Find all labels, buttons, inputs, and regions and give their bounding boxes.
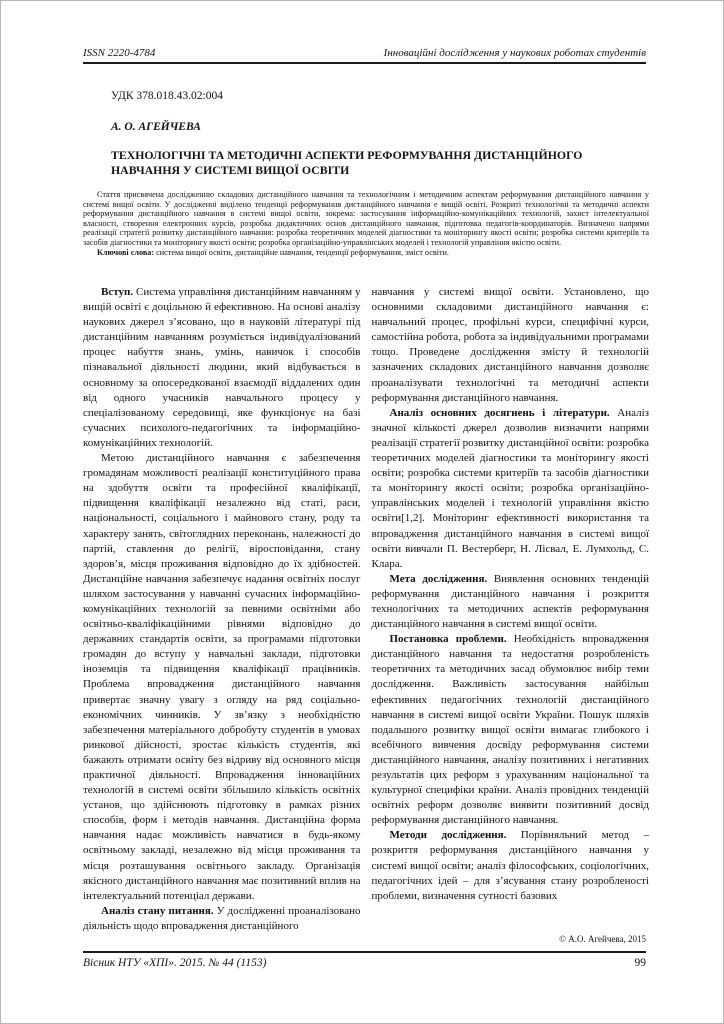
issn-label: ISSN 2220-4784 [83,47,156,59]
body-paragraph: Аналіз основних досягнень і літератури. Аналіз значної кількості джерел дозволив визначити напрями реалізації стратегії розвитку дистанційної освіти: розробка теоретичних моделей діагностики та моніторингу якості освіти; розробка системи критеріїв та засобів діагностики та моніторингу якості освіти; розробка організаційно-управлінських моделей і технологій управління якістю освіти[1,2]. Моніторинг ефективності використання та впровадження дистанційного навчання в системі вищої освіти вивчали П. Вестерберг, Н. Лісвал, Е. Лумхольд, С. Клара. [371,406,649,570]
body-paragraph: Мета дослідження. Виявлення основних тенденцій реформування дистанційного навчання і розкриття технологічних та методичних аспектів реформування дистанційного навчання в системі вищої освіти. [371,572,649,631]
page-header [83,47,646,64]
keywords-line [83,248,649,258]
keywords-text: система вищої освіти, дистанційне навчання, тенденції реформування, зміст освіти. [154,247,449,257]
body-paragraph: Аналіз стану питання. У дослідженні проаналізовано діяльність щодо впровадження дистанційного [83,904,361,932]
article-title: ТЕХНОЛОГІЧНІ ТА МЕТОДИЧНІ АСПЕКТИ РЕФОРМУВАННЯ ДИСТАНЦІЙНОГО НАВЧАННЯ У СИСТЕМІ ВИЩОЇ ОСВІТИ [111,148,583,177]
abstract-block [83,190,649,257]
page-number: 99 [634,957,646,969]
paragraph-lead: Методи дослідження. [389,829,521,842]
keywords-label: Ключові слова: [97,247,155,257]
body-paragraph: Постановка проблеми. Необхідність впровадження дистанційного навчання та недостатня розробленість теоретичних та методичних засад обумовлює вибір теми дослідження. Важливість застосування найбільш ефективних педагогічних технологій дистанційного навчання в системі вищої освіти України. Пошук шляхів подальшого розвитку вищої освіти вимагає глибокого і всебічного вивчення досвіду реформування системи дистанційного навчання, аналізу позитивних і негативних результатів цих реформ з урахуванням національної та культурної специфіки країни. Аналіз провідних тенденцій освітніх реформ дозволяє виявити позитивний досвід реформування дистанційного навчання. [371,633,649,827]
paragraph-lead: Вступ. [101,286,137,298]
journal-name: Інноваційні дослідження у наукових роботах студентів [383,47,646,59]
body-paragraph: Метою дистанційного навчання є забезпечення громадянам можливості реалізації конституційного права на здобуття освіти та професійної кваліфікації, підвищення кваліфікації незалежно від статі, раси, національності, соціального і майнового стану, роду та характеру занять, світоглядних переконань, належності до партій, ставлення до релігії, віросповідання, стану здоров’я, місця проживання відповідно до їх здібностей. Дистанційне навчання забезпечує надання освітніх послуг шляхом застосування у навчанні сучасних інформаційно-комунікаційних технологій за певними освітніми або освітньо-кваліфікаційними рівнями відповідно до державних стандартів освіти, за програмами підготовки громадян до вступу у навчальні заклади, підготовки іноземців та підвищення кваліфікації працівників. Проблема впровадження дистанційного навчання привертає значну увагу з огляду на ряд соціально-економічних чинників. У зв’язку з необхідністю забезпечення матеріального добробуту студентів в умовах ринкової дійсності, зростає кількість студентів, які бажають отримати освіту без відриву від основного місця практичної діяльності. Впровадження інноваційних технологій в системі освіти збільшило кількість освітніх установ, що здійснюють підготовку в рамках різних способів, форм і методів навчання. Дистанційна форма навчання надає можливість навчатися в будь-якому освітньому закладі, незалежно від місця проживання та місця розташування освітнього закладу. Організація якісного дистанційного навчання має позитивний вплив на інтелектуальний потенціал держави. [83,452,361,902]
copyright-notice: © А.О. Агейчева, 2015 [559,934,646,944]
paragraph-lead: Постановка проблеми. [389,633,514,646]
footer-rule [83,951,646,953]
page-footer [83,957,646,969]
column-left [83,285,361,947]
body-paragraph: навчання у системі вищої освіти. Установлено, що основними складовими дистанційного навчання є: навчальний процес, профільні курси, специфічні курси, самостійна робота, робота за індивідуальними програмами тощо. Проведене дослідження змісту й технологій зазначених складових дистанційного навчання дозволяє проаналізувати технологічні та методичні аспекти реформування дистанційного навчання. [371,286,649,404]
abstract-text: Стаття присвячена дослідженню складових дистанційного навчання та технологічним і методичним аспектам реформування дистанційного навчання у системі вищої освіти. У дослідженні виділено тенденції реформування дистанційного навчання е вищій освіті. Розкриті технологічні та методичні аспекти реформування дистанційного навчання в системі вищої освіти, зокрема: застосування інформаційно-комунікаційних технологій, захист інтелектуальної власності, створення електронних курсів, розробка дидактичних основ дистанційного навчання, підготовка педагогів-координаторів. Визначено напрями реалізації стратегії розвитку дистанційного навчання: розробка теоретичних моделей діагностики та моніторингу якості освіти; розробка системи критеріїв та засобів діагностики та моніторингу якості освіти; розробка організаційно-управлінських моделей і технологій управління якістю освіти. [83,190,649,247]
paragraph-lead: Мета дослідження. [389,572,494,585]
author-name: А. О. АГЕЙЧЕВА [111,121,201,133]
column-right [372,285,650,947]
body-columns [83,285,649,947]
body-paragraph: Методи дослідження. Порівняльний метод – розкриття реформування дистанційного навчання у системі вищої освіти; аналіз філософських, соціологічних, педагогічних ідей – для з’ясування стану розробленості проблеми, визначення сутності базових [371,829,649,902]
journal-reference: Вісник НТУ «ХПІ». 2015. № 44 (1153) [83,957,267,969]
paragraph-lead: Аналіз основних досягнень і літератури. [389,406,618,419]
paragraph-lead: Аналіз стану питання. [101,904,217,917]
body-paragraph: Вступ. Система управління дистанційним навчанням у вищій освіті є доцільною й ефективною. На основі аналізу наукових джерел з’ясовано, що в науковій літературі під дистанційним навчанням розуміється індивідуалізований процес набуття знань, умінь, навичок і способів пізнавальної діяльності людини, який відбувається в основному за опосередкованої взаємодії віддалених один від одного учасників навчального процесу у спеціалізованому середовищі, яке функціонує на базі сучасних психолого-педагогічних та інформаційно-комунікаційних технологій. [83,286,361,449]
udc-code: УДК 378.018.43.02:004 [111,90,223,102]
